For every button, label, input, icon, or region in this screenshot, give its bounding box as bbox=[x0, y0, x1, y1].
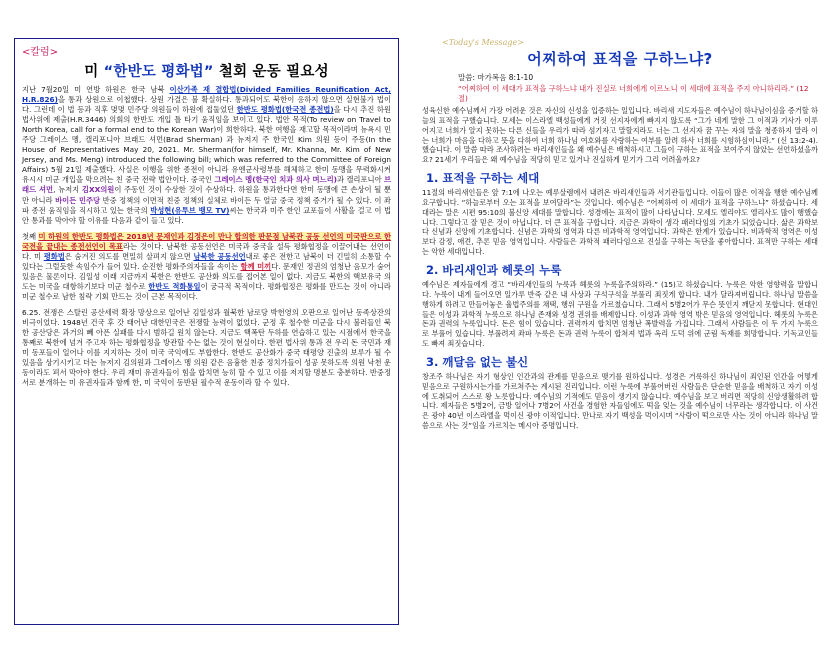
section-heading-2: 2. 바리새인과 헤롯의 누룩 bbox=[426, 262, 562, 277]
sermon-title: 어찌하여 표적을 구하느냐? bbox=[527, 50, 713, 68]
section-body-1: 11절의 바리새인들은 앞 7:1에 나오는 예루살렘에서 내려온 바리새인들과 서기관들입니다. 이들이 많은 이적을 행한 예수님께 요구합니다. “하늘로부터 오는 표적을 보여달라”는 것입니다. 예수님은 “어찌하여 이 세대가 표적을 구하느냐” 하셨습니다. 세대라는 말은 시편 95:10의 불신앙 세대를 말합니다. 성경에는 표적이 많이 나타납니다. 모세도 엘리야도 엘리사도 많이 행했습니다. 그렇다고 잘 믿은 것이 아닙니다. 더 큰 표적을 구합니다. 지금은 과학이 생각 패러다임의 기초가 되었습니다. 삶은 과학보다 신념과 신앙에 기초합니다. 신념은 과학의 영역과 다른 비과학적 영역입니다. 과학은 한계가 있습니다. 비과학적 영역은 이성보다 감정, 애견, 추론 믿음 영역입니다. 사람들은 과학적 패러다임으로 진실을 구하는 독단을 좋아합니다. 표적만 구하는 세대는 악한 세대입니다. bbox=[422, 188, 818, 257]
title-highlight: “한반도 평화법” bbox=[103, 64, 214, 80]
section-heading-1: 1. 표적을 구하는 세대 bbox=[426, 171, 540, 186]
sermon-intro: 성육신한 예수님께서 가장 어려운 것은 자신의 신성을 입증하는 일입니다. 바리새 지도자들은 예수님이 하나님이심을 증거할 하늘의 표적을 구했습니다. 모세는 이스라엘 백성들에게 거짓 선지자에게 빠지지 않도록 “그가 네게 말한 그 이적과 기사가 이루어지고 너희가 알지 못하는 다른 신들을 우리가 따라 섬기자고 말할지라도 너는 그 선지자 꿈 꾸는 자의 말을 청종하지 말라 이는 너희가 마음을 다하고 뜻을 다하여 너희 하나님 여호와를 사랑하는 여부를 알려 하사 너희를 시험하심이니라.” (신 13:2-4). 했습니다. 이 말씀 따라 조사하려는 바리새인들을 왜 예수님은 배척하시고 그들이 구하는 표적을 보여주지 않았는 선언하셨을까요? 21세기 우리들은 왜 예수님을 적당히 믿고 있거나 진실하게 믿기가 그리 어려울까요? bbox=[422, 106, 818, 165]
section-heading-3: 3. 깨달음 없는 불신 bbox=[426, 354, 529, 369]
article-paragraph-1: 지난 7월20일 미 연방 하원은 한국 남북 이산가족 재 결합법(Divided Families Reunification Act, H.R.826)을 통과 상원으로 이첩했다. 상원 가결은 불 확실하다. 통과되어도 북한이 응하지 않으면 실현불가 법이다. 그런데 이 법 등과 직후 몇몇 민주당 의원들이 하원에 접둘었던 한반도 평화법(한국전 종전법)을 다시 추진 하원 법사위에 제출(H.R.3446) 의회의 한반도 개입 틀 타기 움직임을 보이고 있다. 법안 목적(To review on Travel to North Korea, call for a formal end to the Korean War)이 희한하다. 북한 여행을 재고할 목적이라며 뉴욕시 민주당 그레이스 멩, 캘리포니아 브래드 셔먼(Brad Sherman) 과 뉴저지 주 한국인 Kim 의원 등이 주동(In the House of Representatives May 20, 2021. Mr. Sherman(for himself, Mr. Khanna, Mr. Kim of New Jersey, and Ms. Meng) introduced the following bill; which was referred to the Committee of Foreign Affairs) 5월 21일 제출했다. 사실은 이행을 위한 종전이 아니라 유엔군사령부를 해체하고 한미 동맹을 무력화시켜 유시시 미군 개입을 막으려는 친 중국 전략 법안이다. 중국인 그레이스 멩(한국인 치과 의사 며느리)과 캘리포니아 브래드 셔먼, 뉴저지 김XX의원이 주동인 것이 수상한 것이 수상하다. 하원을 통과한다면 한미 동맹에 큰 손상이 될 뿐만 아니라 바이든 민주당 반중 정책의 이면적 친중 정책의 실체로 바이든 두 얼굴 중국 정책 증거가 될 수 있다. 이 좌파 종전 움직임을 직시하고 있는 한국의 박성현(유투브 뱅모 TV)씨는 한국과 미주 한인 교포들이 사활을 걸고 이 법안 통과를 막아야 할 이유를 다음과 같이 들고 있다. bbox=[22, 85, 392, 225]
column-kicker: <칼럼> bbox=[22, 47, 59, 58]
section-body-3: 창조주 하나님은 자기 형상인 인간과의 관계를 믿음으로 맺기를 원하십니다. 성경은 거룩하신 하나님이 죄인된 인간을 어떻게 믿음으로 구원하시는가를 가르쳐주는 계시된 진리입니다. 이런 누룩에 부풀어버린 사람들은 단순한 믿음을 배척하고 자기 이성에 도취되어 스스로 왕 노릇합니다. 예수님의 기적에도 믿음이 생기지 않습니다. 예수님을 보고 버리면 적당히 신앙생활하려 합니다. 제자들은 5병2어, 금방 일어나 7병2어 사건을 경험한 자들임에도 떡을 잊는 것을 예수님이 너무라는 생각합니다. 이 사건은 광야 40년 이스라엘을 먹이신 광야 이적입니다. 만나로 자기 백성을 먹이시며 “사람이 떡으로만 사는 것이 아니라 하나님 말씀으로 사는 것”임을 가르치는 메시아 증명입니다. bbox=[422, 371, 818, 431]
scripture-reference: 말씀: 마가복음 8:1-10 bbox=[458, 73, 534, 82]
left-column-article bbox=[14, 38, 399, 625]
scripture-quote: “어찌하여 이 세대가 표적을 구하느냐 내가 진실로 너희에게 이르노니 이 세대에 표적을 주지 아니하리라.” (12절) bbox=[458, 84, 809, 103]
article-paragraph-3: 6.25. 전쟁은 스탈린 공산세력 확장 망상으로 일어난 김일성과 월북한 남로당 박헌영의 오판으로 일어난 동족상잔의 비극이었다. 1948년 건국 후 갓 태어난 대한민국은 전쟁할 능력이 없었다. 군정 후 철수한 미군을 다시 불러들인 북한 공산당은 과거의 빼 아픈 실패를 다시 범하길 원치 않는다. 지금도 핵폭탄 두하를 연습하고 있는 시점에서 한국을 통째로 북한에 넘겨 주고자 하는 평화협정을 방관할 수는 없는 것이 현실이다. 한편 법사위 통과 전 우리 돈 국민과 재미 동포들이 일어나 이를 지지하는 것이 미국 국익에도 부합한다. 한반도 공산화가 중국 태평양 진출의 보루가 될 수 있음을 상기시키고 더는 뉴저지 김의원과 그레이스 멩 의원 같은 음흉한 친중 정치가들이 성공 못하도록 의원 낙천 운동이라도 펴서 막아야 한다. 우리 재미 유권자들이 힘을 합치면 능히 할 수 있고 이를 저지할 명분도 충분하다. 반중정서로 분개하는 미 유권자들과 함께 한, 미 국익이 동반된 필수적 운동이라 할 수 있다. bbox=[22, 307, 391, 388]
todays-message-kicker: <Today's Message> bbox=[442, 38, 524, 47]
article-title: 미 “한반도 평화법” 철회 운동 필요성 bbox=[84, 64, 329, 80]
section-body-2: 예수님은 제자들에게 경고 “바리새인들의 누룩과 헤롯의 누룩을주의하라.” (15)고 하셨습니다. 누룩은 악한 영향력을 말합니다. 누룩이 내게 들어오면 일가루 반죽 같은 내 사상과 구석구석을 부풀리 죄짓게 합니다. 내가 달라져버립니다. 하나님 말씀을 행하게 하려고 만들어놓은 율법주의를 채택, 행위 구원을 가르쳤습니다. 그래서 5병2어가 무슨 뜻인지 깨닫지 못합니다. 현대인들은 이성과 과학적 누룩으로 하나님 존재와 성경 권위를 배제합니다. 이성과 과학 영역 밖은 믿음의 영역입니다. 헤롯의 누룩은 돈과 권력의 누룩입니다. 돈은 힘이 있습니다. 권력까지 합치면 엄청난 폭발력을 가집니다. 그래서 사람들은 이 두 가지 누룩으로 부풀어 있습니다. 부풀려져 좌파 누룩은 돈과 권력 누룩이 합쳐져 법과 옥리 도덕 위에 군림 독재를 희망합니다. 기독교인들도 빠져 죄짓습니다. bbox=[422, 279, 818, 349]
right-column-sermon bbox=[418, 38, 822, 636]
article-paragraph-2: 첫째 미 하원의 한반도 평화법은 2018년 문재인과 김정은이 만나 합의한 판문점 남북관 공동 선언의 미국판으로 한국전을 끝내는 종전선언이 목표라는 것이다. 남북한 공동선언은 미국과 중국을 설득 평화협정을 이끌어내는 선언이다. 미 평화법은 숨겨진 의도를 면밀히 살펴지 않으면 남북한 공동선언내로 좋은 전한고 남북이 더 긴밀히 소통할 수 있다는 그럴듯한 속임수가 들어 있다. 순진한 평화주의자들을 속이는 함께 미끼다. 문재인 정권의 엄청난 음모가 숨어 있음은 물론이다. 김일성 이래 지금까지 북한은 한반도 공산화 의도를 접어본 일이 없다. 지금도 북한의 핵보유국 의도는 미국을 대항하기보다 미군 철수로 한반도 적화통일이 궁극적 목적이다. 평화협정은 평화를 만드는 것이 아니라 미군 철수로 남한 침략 기회 만드는 것이 근본 목적이다. bbox=[22, 231, 392, 301]
